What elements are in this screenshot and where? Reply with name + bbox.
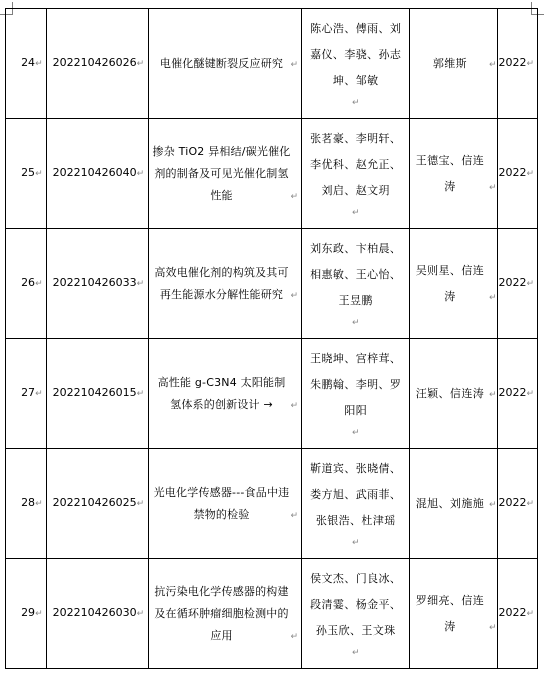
table-row: [6, 9, 538, 119]
paragraph-mark-icon: ↵: [136, 59, 145, 69]
paragraph-mark-icon: ↵: [290, 191, 299, 202]
project-members: 刘东政、卞柏晨、相惠敏、王心怡、王昱鹏: [310, 242, 402, 307]
project-advisor: 郭维斯: [432, 56, 468, 70]
project-title: 掺杂 TiO2 异相结/碳光催化剂的制备及可见光催化制氢性能: [152, 144, 291, 202]
table-row: [6, 559, 538, 669]
project-members-cell: [302, 559, 410, 669]
project-advisor-cell: [410, 9, 498, 119]
row-number-cell: [6, 9, 47, 119]
row-number: 25: [21, 166, 36, 179]
project-table: [5, 8, 538, 669]
paragraph-mark-icon: ↵: [351, 208, 360, 218]
paragraph-mark-icon: ↵: [35, 389, 43, 399]
project-code-cell: [46, 559, 149, 669]
row-number: 27: [21, 386, 36, 399]
table-row: [6, 229, 538, 339]
paragraph-mark-icon: ↵: [35, 279, 43, 289]
paragraph-mark-icon: ↵: [526, 389, 534, 399]
project-code-cell: [46, 229, 149, 339]
project-advisor: 罗细亮、信连涛: [415, 593, 485, 633]
project-year: 2022: [498, 496, 527, 509]
project-year-cell: [498, 229, 538, 339]
project-title: 电催化醚键断裂反应研究: [159, 56, 284, 70]
project-year: 2022: [498, 56, 527, 69]
table-row: [6, 449, 538, 559]
paragraph-mark-icon: ↵: [488, 499, 497, 510]
row-number-cell: [6, 229, 47, 339]
paragraph-mark-icon: ↵: [35, 59, 43, 69]
project-advisor-cell: [410, 339, 498, 449]
project-code-cell: [46, 9, 149, 119]
row-number-cell: [6, 339, 47, 449]
paragraph-mark-icon: ↵: [488, 622, 497, 633]
paragraph-mark-icon: ↵: [290, 631, 299, 642]
project-code-cell: [46, 339, 149, 449]
project-members-cell: [302, 449, 410, 559]
project-year-cell: [498, 449, 538, 559]
project-advisor-cell: [410, 559, 498, 669]
project-code-cell: [46, 449, 149, 559]
row-number: 24: [21, 56, 36, 69]
project-members: 侯文杰、门良冰、段清霎、杨金平、孙玉欣、王文珠: [310, 572, 402, 637]
paragraph-mark-icon: ↵: [488, 292, 497, 303]
project-code: 202210426040: [52, 166, 137, 179]
project-title-cell: [149, 229, 302, 339]
row-number: 29: [21, 606, 36, 619]
project-year-cell: [498, 339, 538, 449]
paragraph-mark-icon: ↵: [290, 290, 299, 301]
project-title: 光电化学传感器---食品中违禁物的检验: [153, 485, 290, 521]
project-members-cell: [302, 9, 410, 119]
project-year-cell: [498, 9, 538, 119]
paragraph-mark-icon: ↵: [351, 318, 360, 328]
project-members-cell: [302, 339, 410, 449]
project-title: 高效电催化剂的构筑及其可再生能源水分解性能研究: [154, 265, 289, 301]
paragraph-mark-icon: ↵: [488, 389, 497, 400]
project-members: 王晓坤、宫梓茸、朱鹏翰、李明、罗阳阳: [310, 352, 402, 417]
project-advisor: 混旭、刘施施: [415, 496, 485, 510]
project-members: 张茗豪、李明轩、李优科、赵允正、刘启、赵文玥: [310, 132, 402, 197]
paragraph-mark-icon: ↵: [35, 499, 43, 509]
project-advisor: 吴则星、信连涛: [415, 263, 485, 303]
paragraph-mark-icon: ↵: [351, 428, 360, 438]
paragraph-mark-icon: ↵: [136, 279, 145, 289]
project-title-cell: [149, 119, 302, 229]
project-year: 2022: [498, 606, 527, 619]
project-code: 202210426025: [52, 496, 137, 509]
project-advisor: 王德宝、信连涛: [415, 153, 485, 193]
paragraph-mark-icon: ↵: [35, 609, 43, 619]
project-advisor-cell: [410, 229, 498, 339]
paragraph-mark-icon: ↵: [488, 59, 497, 70]
row-number-cell: [6, 559, 47, 669]
paragraph-mark-icon: ↵: [136, 389, 145, 399]
row-number: 28: [21, 496, 36, 509]
table-row: [6, 339, 538, 449]
paragraph-mark-icon: ↵: [526, 609, 534, 619]
project-year-cell: [498, 559, 538, 669]
paragraph-mark-icon: ↵: [290, 510, 299, 521]
paragraph-mark-icon: ↵: [351, 538, 360, 548]
project-year: 2022: [498, 386, 527, 399]
paragraph-mark-icon: ↵: [351, 98, 360, 108]
project-members: 靳道宾、张晓倩、娄方旭、武雨菲、张银浩、杜津瑶: [310, 462, 402, 527]
row-number: 26: [21, 276, 36, 289]
paragraph-mark-icon: ↵: [488, 182, 497, 193]
project-advisor: 汪颖、信连涛: [415, 386, 485, 400]
project-title-cell: [149, 9, 302, 119]
paragraph-mark-icon: ↵: [526, 499, 534, 509]
project-year-cell: [498, 119, 538, 229]
project-code-cell: [46, 119, 149, 229]
paragraph-mark-icon: ↵: [290, 59, 299, 70]
project-year: 2022: [498, 276, 527, 289]
project-title-cell: [149, 559, 302, 669]
project-title-cell: [149, 339, 302, 449]
paragraph-mark-icon: ↵: [290, 400, 299, 411]
project-code: 202210426015: [52, 386, 137, 399]
paragraph-mark-icon: ↵: [351, 648, 360, 658]
project-code: 202210426033: [52, 276, 137, 289]
project-members-cell: [302, 229, 410, 339]
project-advisor-cell: [410, 119, 498, 229]
paragraph-mark-icon: ↵: [526, 279, 534, 289]
paragraph-mark-icon: ↵: [35, 169, 43, 179]
project-title-cell: [149, 449, 302, 559]
project-code: 202210426030: [52, 606, 137, 619]
paragraph-mark-icon: ↵: [136, 169, 145, 179]
project-members-cell: [302, 119, 410, 229]
table-row: [6, 119, 538, 229]
project-title: 抗污染电化学传感器的构建及在循环肿瘤细胞检测中的应用: [154, 584, 289, 642]
paragraph-mark-icon: ↵: [136, 609, 145, 619]
project-members: 陈心浩、傅雨、刘嘉仪、李骁、孙志坤、邹敏: [310, 22, 402, 87]
row-number-cell: [6, 449, 47, 559]
project-advisor-cell: [410, 449, 498, 559]
project-year: 2022: [498, 166, 527, 179]
project-title: 高性能 g-C3N4 太阳能制氢体系的创新设计 →: [157, 375, 286, 411]
project-table-body: [6, 9, 538, 669]
paragraph-mark-icon: ↵: [136, 499, 145, 509]
project-code: 202210426026: [52, 56, 137, 69]
row-number-cell: [6, 119, 47, 229]
paragraph-mark-icon: ↵: [526, 59, 534, 69]
paragraph-mark-icon: ↵: [526, 169, 534, 179]
